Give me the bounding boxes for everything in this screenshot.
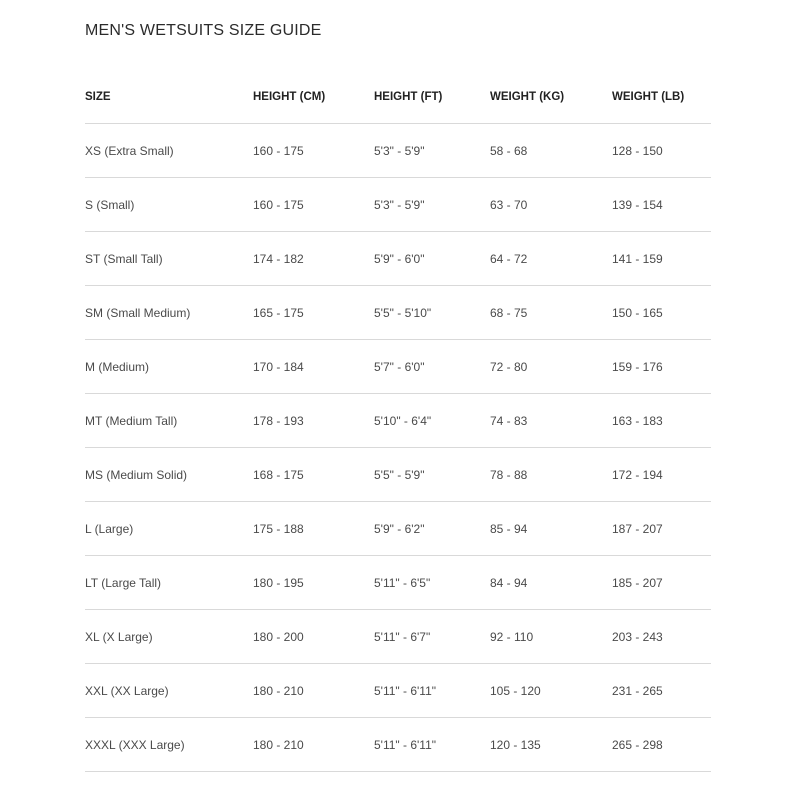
cell-weight-kg: 58 - 68 bbox=[490, 124, 612, 178]
cell-size: MT (Medium Tall) bbox=[85, 394, 253, 448]
cell-weight-kg: 85 - 94 bbox=[490, 502, 612, 556]
cell-height-cm: 160 - 175 bbox=[253, 124, 374, 178]
table-row bbox=[85, 718, 711, 772]
table-row bbox=[85, 232, 711, 286]
cell-weight-lb: 172 - 194 bbox=[612, 448, 711, 502]
page-title: MEN'S WETSUITS SIZE GUIDE bbox=[85, 22, 322, 39]
cell-size: ST (Small Tall) bbox=[85, 232, 253, 286]
cell-weight-lb: 231 - 265 bbox=[612, 664, 711, 718]
cell-height-ft: 5'11" - 6'11" bbox=[374, 718, 490, 772]
cell-height-ft: 5'11" - 6'7" bbox=[374, 610, 490, 664]
cell-size: L (Large) bbox=[85, 502, 253, 556]
cell-weight-lb: 185 - 207 bbox=[612, 556, 711, 610]
cell-weight-kg: 64 - 72 bbox=[490, 232, 612, 286]
cell-weight-lb: 139 - 154 bbox=[612, 178, 711, 232]
cell-weight-kg: 68 - 75 bbox=[490, 286, 612, 340]
cell-weight-lb: 163 - 183 bbox=[612, 394, 711, 448]
header-weight-kg: WEIGHT (KG) bbox=[490, 70, 612, 124]
cell-height-cm: 174 - 182 bbox=[253, 232, 374, 286]
cell-height-cm: 180 - 200 bbox=[253, 610, 374, 664]
cell-weight-lb: 159 - 176 bbox=[612, 340, 711, 394]
cell-weight-lb: 141 - 159 bbox=[612, 232, 711, 286]
table-row bbox=[85, 124, 711, 178]
table-row bbox=[85, 502, 711, 556]
cell-weight-kg: 120 - 135 bbox=[490, 718, 612, 772]
table-row bbox=[85, 664, 711, 718]
table-row bbox=[85, 556, 711, 610]
cell-weight-lb: 265 - 298 bbox=[612, 718, 711, 772]
cell-size: XXXL (XXX Large) bbox=[85, 718, 253, 772]
cell-weight-lb: 128 - 150 bbox=[612, 124, 711, 178]
cell-height-ft: 5'3" - 5'9" bbox=[374, 178, 490, 232]
cell-height-ft: 5'11" - 6'11" bbox=[374, 664, 490, 718]
cell-weight-lb: 203 - 243 bbox=[612, 610, 711, 664]
table-row bbox=[85, 394, 711, 448]
cell-size: XXL (XX Large) bbox=[85, 664, 253, 718]
cell-weight-kg: 63 - 70 bbox=[490, 178, 612, 232]
size-guide-table bbox=[85, 70, 711, 772]
cell-height-cm: 168 - 175 bbox=[253, 448, 374, 502]
cell-weight-lb: 150 - 165 bbox=[612, 286, 711, 340]
header-height-cm: HEIGHT (CM) bbox=[253, 70, 374, 124]
cell-height-cm: 180 - 210 bbox=[253, 664, 374, 718]
cell-weight-kg: 84 - 94 bbox=[490, 556, 612, 610]
cell-height-cm: 175 - 188 bbox=[253, 502, 374, 556]
cell-height-ft: 5'9" - 6'2" bbox=[374, 502, 490, 556]
cell-weight-lb: 187 - 207 bbox=[612, 502, 711, 556]
cell-weight-kg: 105 - 120 bbox=[490, 664, 612, 718]
cell-height-cm: 180 - 195 bbox=[253, 556, 374, 610]
cell-size: S (Small) bbox=[85, 178, 253, 232]
cell-height-ft: 5'5" - 5'10" bbox=[374, 286, 490, 340]
header-weight-lb: WEIGHT (LB) bbox=[612, 70, 711, 124]
cell-height-cm: 165 - 175 bbox=[253, 286, 374, 340]
table-row bbox=[85, 610, 711, 664]
table-header bbox=[85, 70, 711, 124]
cell-weight-kg: 74 - 83 bbox=[490, 394, 612, 448]
header-size: SIZE bbox=[85, 70, 253, 124]
cell-height-ft: 5'5" - 5'9" bbox=[374, 448, 490, 502]
cell-size: SM (Small Medium) bbox=[85, 286, 253, 340]
table-row bbox=[85, 286, 711, 340]
cell-size: XS (Extra Small) bbox=[85, 124, 253, 178]
cell-height-cm: 160 - 175 bbox=[253, 178, 374, 232]
cell-height-ft: 5'7" - 6'0" bbox=[374, 340, 490, 394]
table-row bbox=[85, 448, 711, 502]
table-row bbox=[85, 178, 711, 232]
cell-height-cm: 170 - 184 bbox=[253, 340, 374, 394]
cell-height-cm: 178 - 193 bbox=[253, 394, 374, 448]
header-row bbox=[85, 70, 711, 124]
cell-size: M (Medium) bbox=[85, 340, 253, 394]
table-body bbox=[85, 124, 711, 772]
cell-height-ft: 5'11" - 6'5" bbox=[374, 556, 490, 610]
cell-size: LT (Large Tall) bbox=[85, 556, 253, 610]
cell-size: XL (X Large) bbox=[85, 610, 253, 664]
header-height-ft: HEIGHT (FT) bbox=[374, 70, 490, 124]
cell-weight-kg: 78 - 88 bbox=[490, 448, 612, 502]
cell-weight-kg: 92 - 110 bbox=[490, 610, 612, 664]
cell-height-ft: 5'3" - 5'9" bbox=[374, 124, 490, 178]
cell-height-cm: 180 - 210 bbox=[253, 718, 374, 772]
table-row bbox=[85, 340, 711, 394]
cell-weight-kg: 72 - 80 bbox=[490, 340, 612, 394]
cell-height-ft: 5'9" - 6'0" bbox=[374, 232, 490, 286]
cell-size: MS (Medium Solid) bbox=[85, 448, 253, 502]
cell-height-ft: 5'10" - 6'4" bbox=[374, 394, 490, 448]
